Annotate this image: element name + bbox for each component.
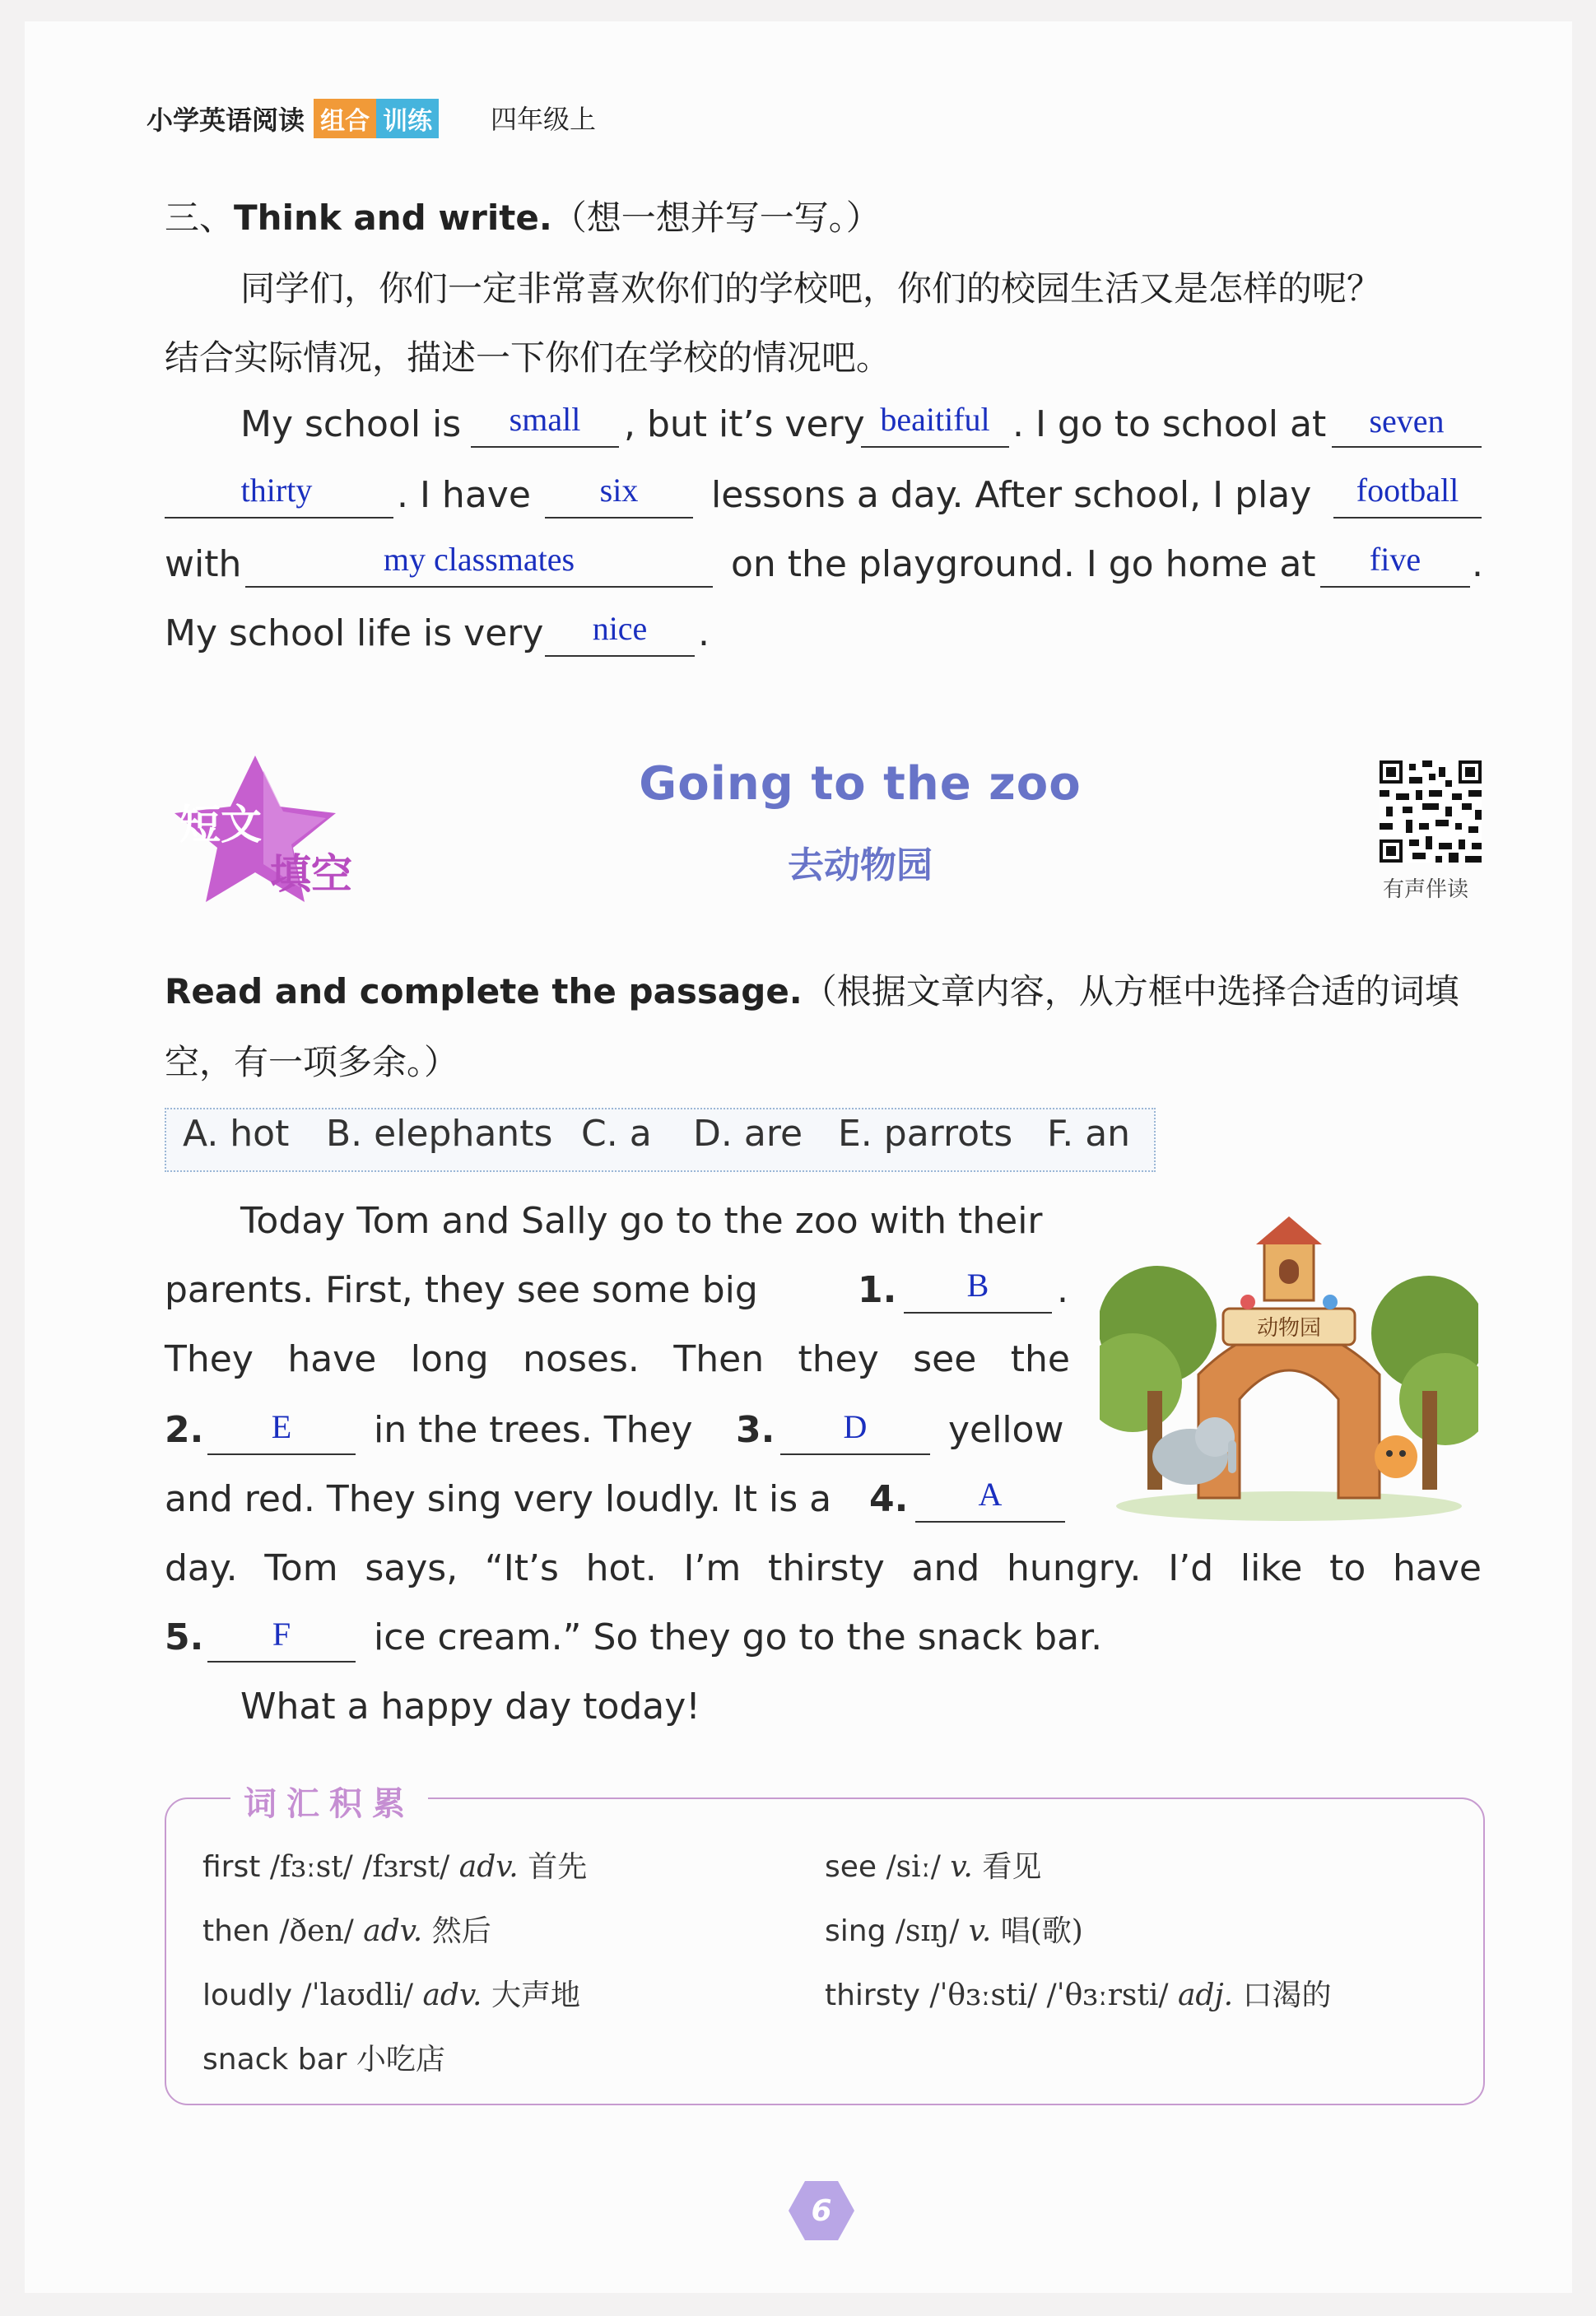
passage-text: yellow: [948, 1409, 1064, 1451]
answer-blank: [904, 1312, 1052, 1314]
answer-thirty: thirty: [240, 472, 313, 509]
answer-football: football: [1356, 472, 1459, 509]
vocab-item-first: first /fɜːst/ /fɜrst/ adv. 首先: [202, 1850, 588, 1884]
section-heading: 三、Think and write.（想一想并写一写。）: [165, 198, 881, 238]
answer-seven: seven: [1369, 402, 1445, 439]
vocabulary-label: 词汇积累: [230, 1778, 428, 1825]
answer-blank: [915, 1521, 1065, 1523]
option-d: D. are: [693, 1113, 803, 1155]
vocab-item-then: then /ðen/ adv. 然后: [202, 1914, 491, 1948]
instruction-line-2: 空，有一项多余。）: [165, 1042, 459, 1082]
write-text: . I go to school at: [1012, 403, 1327, 445]
passage-line: day. Tom says, “It’s hot. I’m thirsty and hungry. I’d like to have: [165, 1547, 1482, 1589]
option-a: A. hot: [183, 1113, 290, 1155]
badge-combo: 组合: [314, 99, 376, 138]
answer-blank: [471, 446, 619, 448]
passage-title: Going to the zoo: [639, 757, 1082, 811]
question-number: 1.: [858, 1269, 897, 1311]
answer-my-classmates: my classmates: [383, 541, 575, 578]
answer-2: E: [271, 1408, 292, 1445]
question-number: 2.: [165, 1409, 204, 1451]
series-name: 小学英语阅读: [147, 105, 305, 136]
passage-text: in the trees. They: [374, 1409, 693, 1451]
vocab-item-thirsty: thirsty /ˈθɜːsti/ /ˈθɜːrsti/ adj. 口渴的: [825, 1979, 1332, 2012]
vocab-item-snack-bar: snack bar 小吃店: [202, 2043, 445, 2076]
grade-label: 四年级上: [491, 104, 597, 135]
passage-line: ice cream.” So they go to the snack bar.: [374, 1616, 1103, 1658]
write-text: .: [698, 612, 710, 654]
tag-label-1: 短文: [179, 801, 262, 849]
passage-line: and red. They sing very loudly. It is a: [165, 1478, 832, 1520]
passage-text: .: [1057, 1269, 1068, 1311]
gate-sign: 动物园: [1256, 1316, 1322, 1341]
question-number: 3.: [736, 1409, 775, 1451]
answer-blank: [165, 517, 393, 519]
answer-blank: [545, 517, 693, 519]
instruction-line-1: Read and complete the passage.（根据文章内容，从方框中选择合适的词填: [165, 971, 1459, 1012]
vocab-item-sing: sing /sɪŋ/ v. 唱(歌): [825, 1914, 1083, 1948]
book-series-title: [147, 99, 439, 138]
answer-five: five: [1369, 541, 1422, 578]
answer-blank: [1332, 446, 1482, 448]
question-number: 5.: [165, 1616, 204, 1658]
answer-5: F: [272, 1616, 291, 1653]
badge-training: 训练: [376, 99, 439, 138]
write-text: My school is: [240, 403, 462, 445]
page-number: 6: [811, 2194, 832, 2228]
audio-read-label: 有声伴读: [1383, 877, 1469, 902]
option-c: C. a: [581, 1113, 652, 1155]
passage-line: What a happy day today!: [240, 1686, 700, 1728]
option-b: B. elephants: [326, 1113, 553, 1155]
option-f: F. an: [1047, 1113, 1131, 1155]
answer-six: six: [599, 472, 639, 509]
qr-code-icon[interactable]: [1380, 760, 1482, 863]
zoo-gate-illustration: [1100, 1210, 1478, 1523]
answer-blank: [207, 1661, 356, 1663]
answer-blank: [1333, 517, 1482, 519]
answer-nice: nice: [592, 610, 648, 647]
passage-line: Today Tom and Sally go to the zoo with their: [240, 1200, 1043, 1242]
write-text: , but it’s very: [624, 403, 865, 445]
passage-line: They have long noses. Then they see the: [165, 1338, 1070, 1380]
answer-1: B: [966, 1267, 989, 1304]
vocab-item-see: see /siː/ v. 看见: [825, 1850, 1042, 1884]
write-text: with: [165, 543, 242, 585]
question-number: 4.: [869, 1478, 909, 1520]
answer-4: A: [978, 1476, 1003, 1513]
vocab-item-loudly: loudly /ˈlaʊdli/ adv. 大声地: [202, 1979, 580, 2012]
answer-blank: [207, 1453, 356, 1455]
intro-line-2: 结合实际情况，描述一下你们在学校的情况吧。: [165, 337, 891, 378]
write-text: . I have: [397, 474, 531, 516]
write-text: .: [1472, 543, 1483, 585]
answer-beaitiful: beaitiful: [880, 401, 990, 438]
option-e: E. parrots: [838, 1113, 1013, 1155]
write-text: My school life is very: [165, 612, 544, 654]
passage-line: parents. First, they see some big: [165, 1269, 758, 1311]
answer-blank: [245, 586, 713, 588]
write-text: lessons a day. After school, I play: [711, 474, 1312, 516]
write-text: on the playground. I go home at: [731, 543, 1316, 585]
answer-blank: [1320, 586, 1470, 588]
tag-label-2: 填空: [270, 850, 352, 898]
intro-line-1: 同学们，你们一定非常喜欢你们的学校吧，你们的校园生活又是怎样的呢？: [240, 268, 1382, 309]
answer-blank: [545, 655, 695, 657]
answer-blank: [780, 1453, 930, 1455]
answer-small: small: [509, 401, 581, 438]
page-number-hexagon-icon: [787, 2179, 856, 2242]
answer-blank: [861, 446, 1009, 448]
passage-subtitle: 去动物园: [788, 844, 933, 886]
answer-3: D: [843, 1408, 868, 1445]
